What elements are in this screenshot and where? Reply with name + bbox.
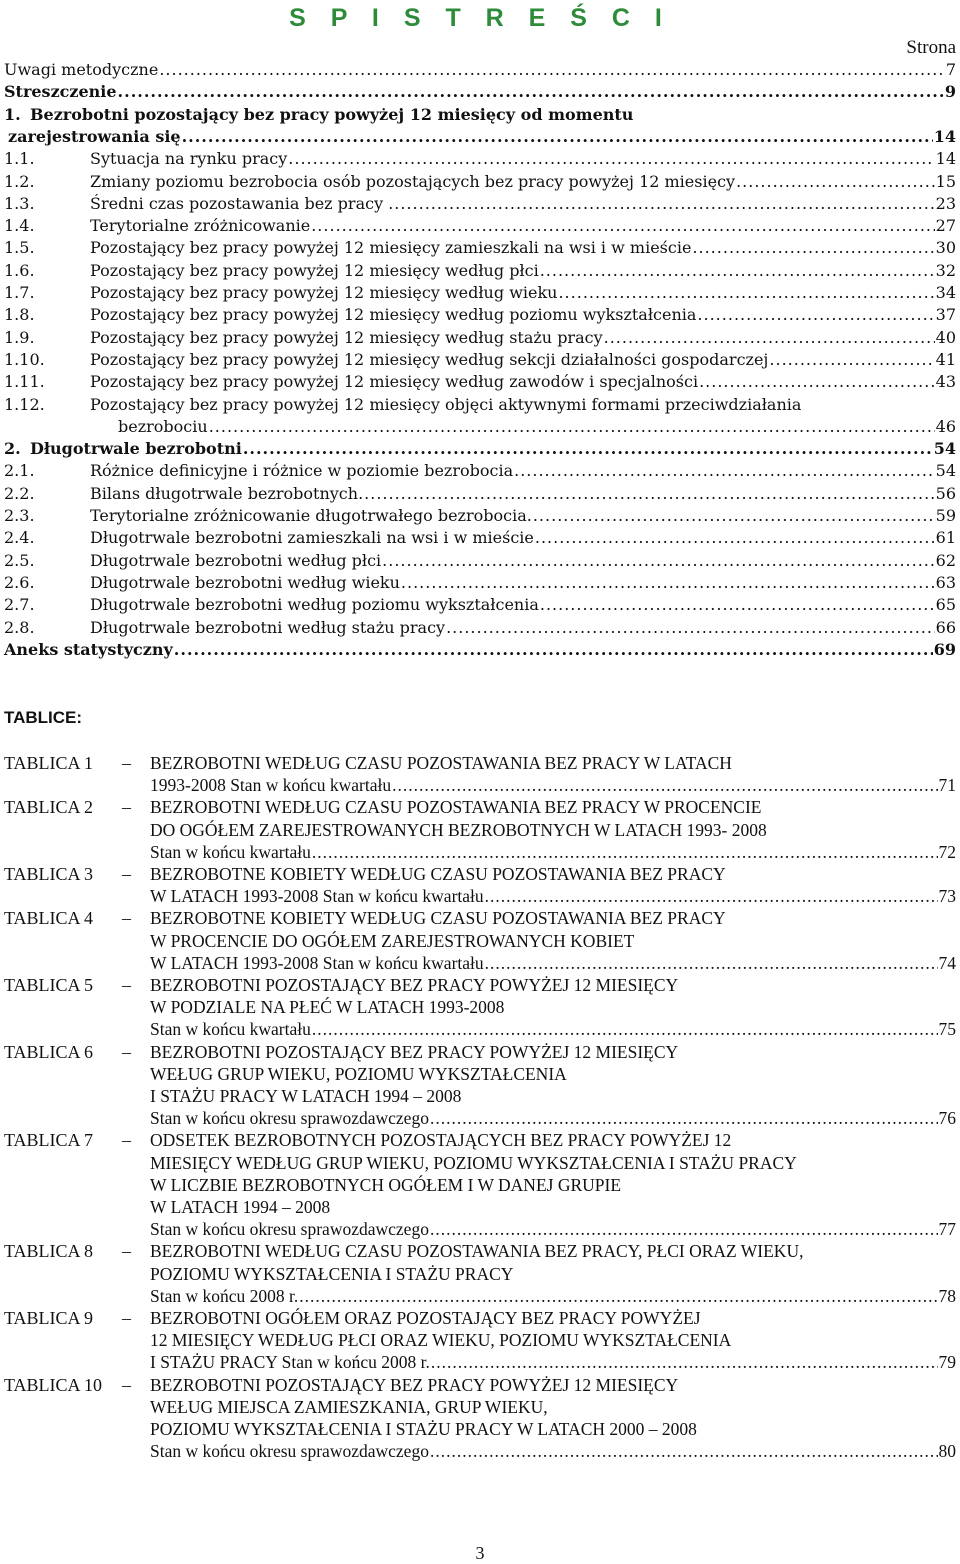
toc-entry-page: 27 [935, 216, 956, 236]
table-dash: – [122, 975, 131, 995]
toc-entry-number: 1.2. [4, 171, 35, 191]
toc-entry-page: 62 [935, 550, 956, 570]
toc-entry-number: 2.3. [4, 506, 35, 525]
toc-entry[interactable] [4, 305, 956, 325]
table-label: TABLICA 2 [4, 797, 94, 818]
table-entry[interactable] [150, 885, 956, 907]
table-title-line: BEZROBOTNI WEDŁUG CZASU POZOSTAWANIA BEZ PRACY W PROCENCIE [150, 797, 762, 818]
toc-entry-page: 32 [935, 260, 956, 280]
toc-entry-text: Różnice definicyjne i różnice w poziomie bezrobocia [90, 461, 514, 481]
toc-entry-number: 1.1. [4, 149, 35, 169]
dot-leader [697, 305, 934, 325]
dot-leader [430, 1218, 938, 1240]
toc-entry-number: 1.6. [4, 260, 35, 280]
toc-entry-text: Długotrwale bezrobotni według wieku [90, 572, 400, 592]
toc-entry-text: Pozostający bez pracy powyżej 12 miesięcy według płci [90, 260, 539, 280]
toc-entry[interactable] [4, 439, 956, 459]
table-label: TABLICA 3 [4, 864, 94, 884]
toc-entry-text: Długotrwale bezrobotni [30, 439, 242, 459]
toc-entry-page: 46 [935, 416, 956, 436]
table-dash: – [122, 864, 131, 884]
table-title-line: 12 MIESIĘCY WEDŁUG PŁCI ORAZ WIEKU, POZIOMU WYKSZTAŁCENIA [150, 1330, 732, 1351]
table-title-line: POZIOMU WYKSZTAŁCENIA I STAŻU PRACY [150, 1263, 514, 1284]
dot-leader [540, 261, 935, 281]
dot-leader [288, 149, 934, 169]
toc-entry[interactable] [4, 528, 956, 548]
toc-entry-number: 1.5. [4, 238, 35, 258]
table-label: TABLICA 5 [4, 975, 94, 995]
toc-entry-text: Aneks statystyczny [4, 639, 173, 659]
table-entry[interactable] [150, 841, 956, 863]
toc-entry-number: 2.6. [4, 572, 35, 592]
toc-entry-page: 14 [935, 149, 956, 169]
toc-entry-page: 40 [935, 327, 956, 347]
toc-entry[interactable] [4, 618, 956, 638]
toc-entry[interactable] [4, 82, 956, 102]
toc-entry-text: Streszczenie [4, 82, 117, 102]
toc-entry[interactable] [4, 417, 956, 437]
dot-leader [118, 82, 944, 102]
toc-entry-page: 9 [944, 82, 956, 102]
table-dash: – [122, 1241, 131, 1262]
table-title-line: WEŁUG GRUP WIEKU, POZIOMU WYKSZTAŁCENIA [150, 1063, 567, 1084]
toc-entry[interactable] [4, 461, 956, 481]
table-dash: – [122, 908, 131, 929]
dot-leader [692, 238, 934, 258]
toc-entry-number: 1.10. [4, 349, 45, 369]
toc-entry-page: 63 [935, 572, 956, 592]
dot-leader [382, 551, 934, 571]
table-title-last-line: Stan w końcu 2008 r. [150, 1285, 299, 1306]
dot-leader [485, 885, 938, 907]
toc-entry[interactable] [4, 350, 956, 370]
dot-leader [401, 573, 935, 593]
page-number: 3 [475, 1543, 485, 1563]
toc-entry-page: 65 [935, 595, 956, 615]
toc-entry-page: 59 [935, 506, 956, 525]
toc-entry-line [4, 105, 633, 125]
tables-heading: TABLICE: [4, 708, 83, 727]
table-title-last-line: Stan w końcu kwartału [150, 1019, 311, 1040]
toc-entry-text: Pozostający bez pracy powyżej 12 miesięcy według zawodów i specjalności [90, 372, 699, 392]
toc-entry-page: 41 [935, 349, 956, 369]
table-page: 78 [938, 1285, 956, 1306]
table-entry[interactable] [150, 952, 956, 974]
table-title-last-line: W LATACH 1993-2008 Stan w końcu kwartału [150, 886, 484, 907]
toc-entry[interactable] [4, 127, 956, 147]
table-title-line: ODSETEK BEZROBOTNYCH POZOSTAJĄCYCH BEZ PRACY POWYŻEJ 12 [150, 1130, 732, 1151]
table-title-line: BEZROBOTNI WEDŁUG CZASU POZOSTAWANIA BEZ PRACY W LATACH [150, 753, 732, 773]
table-title-last-line: W LATACH 1993-2008 Stan w końcu kwartału [150, 952, 484, 973]
table-entry[interactable] [150, 1018, 956, 1040]
toc-entry-page: 7 [945, 60, 956, 79]
page-column-label: Strona [906, 37, 956, 58]
table-title-last-line: Stan w końcu okresu sprawozdawczego [150, 1108, 429, 1129]
table-label: TABLICA 10 [4, 1374, 103, 1395]
table-dash: – [122, 797, 131, 818]
toc-entry-text: Długotrwale bezrobotni według płci [90, 550, 382, 570]
dot-leader [604, 328, 935, 348]
dot-leader [769, 350, 934, 370]
dot-leader [364, 484, 934, 504]
toc-entry[interactable] [4, 261, 956, 281]
table-title-line: W LICZBIE BEZROBOTNYCH OGÓŁEM I W DANEJ GRUPIE [150, 1174, 622, 1195]
table-label: TABLICA 8 [4, 1241, 94, 1262]
toc-entry-page: 37 [935, 305, 956, 325]
table-entry[interactable] [150, 1218, 956, 1240]
toc-entry-number: 2. [4, 439, 21, 459]
toc-entry-number: 2.7. [4, 595, 35, 615]
dot-leader [312, 1018, 938, 1040]
toc-entry-text: bezrobociu [118, 416, 208, 436]
table-title-line: BEZROBOTNI WEDŁUG CZASU POZOSTAWANIA BEZ PRACY, PŁCI ORAZ WIEKU, [150, 1241, 804, 1262]
toc-entry-text: Pozostający bez pracy powyżej 12 miesięcy objęci aktywnymi formami przeciwdziałania [90, 394, 802, 414]
dot-leader [312, 841, 938, 863]
table-title-line: DO OGÓŁEM ZAREJESTROWANYCH BEZROBOTNYCH W LATACH 1993- 2008 [150, 819, 767, 840]
table-title-line: BEZROBOTNI POZOSTAJĄCY BEZ PRACY POWYŻEJ 12 MIESIĘCY [150, 975, 679, 995]
toc-entry-text: Długotrwale bezrobotni zamieszkali na wsi i w mieście [90, 528, 534, 548]
table-entry[interactable] [150, 1107, 956, 1129]
toc-entry[interactable] [4, 372, 956, 392]
toc-entry-line [4, 395, 801, 415]
table-page: 76 [938, 1108, 956, 1129]
table-title-line: W LATACH 1994 – 2008 [150, 1197, 331, 1217]
dot-leader [394, 194, 934, 214]
toc-entry-page: 34 [935, 283, 956, 302]
dot-leader [699, 372, 935, 392]
table-title-line: BEZROBOTNI POZOSTAJĄCY BEZ PRACY POWYŻEJ 12 MIESIĘCY [150, 1041, 679, 1062]
table-label: TABLICA 4 [4, 908, 94, 929]
table-entry[interactable] [150, 1285, 956, 1307]
table-title-line: BEZROBOTNE KOBIETY WEDŁUG CZASU POZOSTAWANIA BEZ PRACY [150, 864, 726, 884]
table-dash: – [122, 1308, 131, 1328]
toc-entry-text: Pozostający bez pracy powyżej 12 miesięcy według wieku [90, 283, 558, 302]
toc-entry[interactable] [4, 640, 956, 660]
dot-leader [430, 1107, 938, 1129]
toc-entry[interactable] [4, 60, 956, 80]
dot-leader [535, 528, 935, 548]
table-title-line: BEZROBOTNE KOBIETY WEDŁUG CZASU POZOSTAWANIA BEZ PRACY [150, 908, 726, 929]
dot-leader [182, 127, 933, 147]
toc-entry-text: Bilans długotrwale bezrobotnych. [90, 483, 364, 503]
table-title-line: BEZROBOTNI OGÓŁEM ORAZ POZOSTAJĄCY BEZ PRACY POWYŻEJ [150, 1308, 701, 1328]
toc-entry-number: 2.2. [4, 483, 35, 503]
toc-entry-page: 54 [933, 439, 956, 459]
toc-entry-page: 23 [935, 193, 956, 213]
toc-entry-number: 2.4. [4, 528, 35, 548]
toc-entry[interactable] [4, 551, 956, 571]
toc-entry-number: 2.1. [4, 461, 35, 481]
toc-entry[interactable] [4, 595, 956, 615]
table-page: 74 [938, 952, 956, 973]
toc-entry[interactable] [4, 149, 956, 169]
toc-entry-page: 56 [935, 483, 956, 503]
toc-entry[interactable] [4, 194, 956, 214]
toc-entry-number: 1.8. [4, 305, 35, 325]
table-title-last-line: Stan w końcu kwartału [150, 841, 311, 862]
toc-entry[interactable] [4, 506, 956, 526]
toc-entry-number: 1.11. [4, 372, 45, 392]
table-title-line: WEŁUG MIEJSCA ZAMIESZKANIA, GRUP WIEKU, [150, 1396, 548, 1417]
toc-entry-text: Sytuacja na rynku pracy [90, 149, 288, 169]
table-label: TABLICA 1 [4, 753, 94, 773]
dot-leader [736, 172, 935, 192]
table-page: 80 [938, 1441, 956, 1462]
toc-entry-number: 1. [4, 104, 21, 124]
toc-entry-text: Pozostający bez pracy powyżej 12 miesięcy według sekcji działalności gospodarczej [90, 349, 769, 369]
table-title-line: W PROCENCIE DO OGÓŁEM ZAREJESTROWANYCH KOBIET [150, 930, 635, 951]
toc-entry[interactable] [4, 172, 956, 192]
dot-leader [558, 283, 934, 303]
toc-entry-text: Bezrobotni pozostający bez pracy powyżej 12 miesięcy od momentu [30, 104, 634, 124]
table-entry[interactable] [150, 1351, 956, 1373]
table-dash: – [122, 1130, 131, 1151]
table-page: 75 [938, 1019, 956, 1040]
toc-entry-number: 1.3. [4, 193, 35, 213]
toc-entry-text: Zmiany poziomu bezrobocia osób pozostających bez pracy powyżej 12 miesięcy [90, 171, 736, 191]
toc-entry-number: 1.4. [4, 216, 35, 236]
table-page: 72 [938, 841, 956, 862]
toc-entry-text: Długotrwale bezrobotni według stażu pracy [90, 617, 446, 637]
table-title-line: POZIOMU WYKSZTAŁCENIA I STAŻU PRACY W LATACH 2000 – 2008 [150, 1419, 697, 1439]
table-label: TABLICA 6 [4, 1041, 94, 1062]
toc-entry-page: 43 [935, 372, 956, 392]
toc-entry[interactable] [4, 283, 956, 303]
dot-leader [533, 506, 935, 526]
toc-entry[interactable] [4, 238, 956, 258]
toc-entry-text: Długotrwale bezrobotni według poziomu wykształcenia [90, 595, 539, 615]
dot-leader [243, 439, 933, 459]
toc-entry-number: 2.8. [4, 617, 35, 637]
table-entry[interactable] [150, 1440, 956, 1462]
dot-leader [485, 952, 938, 974]
table-dash: – [122, 753, 131, 773]
toc-entry-number: 1.7. [4, 283, 35, 302]
table-dash: – [122, 1374, 131, 1395]
table-title-last-line: Stan w końcu okresu sprawozdawczego [150, 1441, 429, 1462]
toc-entry-page: 61 [935, 528, 956, 548]
toc-entry-text: Pozostający bez pracy powyżej 12 miesięcy według stażu pracy [90, 327, 603, 347]
table-page: 73 [938, 886, 956, 907]
dot-leader [431, 1351, 938, 1373]
toc-entry-text: Pozostający bez pracy powyżej 12 miesięcy zamieszkali na wsi i w mieście [90, 238, 692, 258]
dot-leader [174, 640, 933, 660]
dot-leader [159, 60, 945, 80]
dot-leader [446, 618, 935, 638]
toc-entry-number: 2.5. [4, 550, 35, 570]
toc-entry[interactable] [4, 328, 956, 348]
table-dash: – [122, 1041, 131, 1062]
toc-entry-page: 14 [933, 126, 956, 146]
toc-entry-text: zarejestrowania się [8, 126, 181, 146]
table-entry[interactable] [150, 774, 956, 796]
table-page: 77 [938, 1219, 956, 1240]
dot-leader [430, 1440, 938, 1462]
toc-entry-page: 66 [935, 617, 956, 637]
toc-entry[interactable] [4, 484, 956, 504]
table-title-last-line: 1993-2008 Stan w końcu kwartału [150, 775, 392, 796]
table-title-last-line: Stan w końcu okresu sprawozdawczego [150, 1219, 429, 1240]
dot-leader [299, 1285, 937, 1307]
table-label: TABLICA 7 [4, 1130, 94, 1151]
toc-entry-page: 54 [935, 461, 956, 481]
table-page: 79 [938, 1352, 956, 1373]
toc-entry-text: Terytorialne zróżnicowanie [90, 216, 311, 236]
toc-entry-page: 69 [933, 639, 956, 659]
dot-leader [540, 595, 935, 615]
table-title-line: MIESIĘCY WEDŁUG GRUP WIEKU, POZIOMU WYKSZTAŁCENIA I STAŻU PRACY [150, 1152, 797, 1173]
toc-entry-text: Pozostający bez pracy powyżej 12 miesięcy według poziomu wykształcenia [90, 305, 697, 325]
table-title-line: I STAŻU PRACY W LATACH 1994 – 2008 [150, 1086, 462, 1106]
toc-entry-page: 30 [935, 238, 956, 258]
toc-entry[interactable] [4, 573, 956, 593]
dot-leader [311, 216, 934, 236]
toc-entry-number: 1.9. [4, 327, 35, 347]
dot-leader [392, 774, 937, 796]
toc-entry-text: Średni czas pozostawania bez pracy . [90, 193, 394, 213]
table-title-line: W PODZIALE NA PŁEĆ W LATACH 1993-2008 [150, 997, 505, 1018]
dot-leader [514, 461, 935, 481]
toc-entry-number: 1.12. [4, 394, 45, 414]
table-label: TABLICA 9 [4, 1308, 94, 1328]
toc-entry-text: Uwagi metodyczne [4, 60, 159, 79]
table-title-line: BEZROBOTNI POZOSTAJĄCY BEZ PRACY POWYŻEJ 12 MIESIĘCY [150, 1374, 679, 1395]
toc-title: S P I S T R E Ś C I [289, 4, 671, 32]
toc-entry-text: Terytorialne zróżnicowanie długotrwałego bezrobocia. [90, 506, 532, 525]
toc-entry-page: 15 [935, 171, 956, 191]
table-title-last-line: I STAŻU PRACY Stan w końcu 2008 r. [150, 1352, 430, 1373]
dot-leader [209, 417, 935, 437]
table-page: 71 [938, 775, 956, 796]
toc-entry[interactable] [4, 216, 956, 236]
